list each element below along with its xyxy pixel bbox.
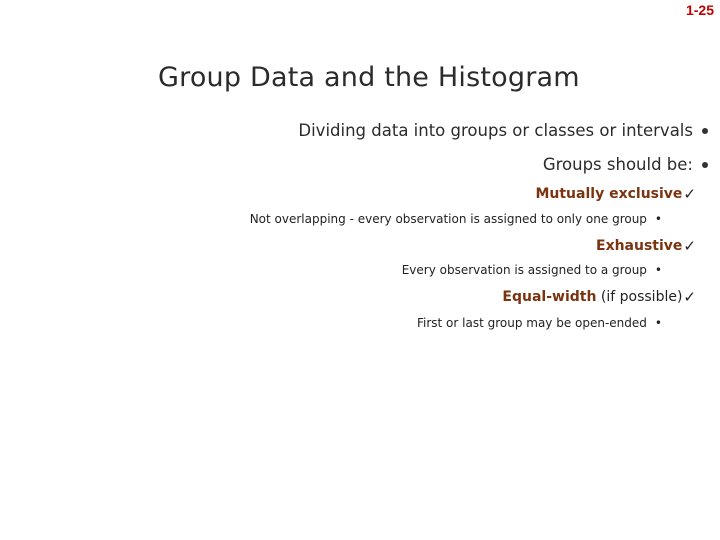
checkmark-icon: ✓: [683, 237, 696, 255]
bullet-dot-icon: [702, 162, 708, 168]
bullet-dividing-data: [298, 121, 708, 140]
bullet-text: Dividing data into groups or classes or intervals: [298, 121, 693, 140]
criterion-exhaustive: [596, 237, 696, 255]
criterion-detail-equal-width: [417, 316, 662, 330]
bullet-dot-icon: •: [654, 212, 662, 226]
criterion-label: Mutually exclusive: [535, 186, 683, 202]
criterion-suffix: (if possible): [596, 289, 683, 305]
slide-number: 1-25: [685, 2, 714, 18]
criterion-label: Equal-width: [502, 289, 597, 305]
criterion-label: Exhaustive: [596, 238, 683, 254]
checkmark-icon: ✓: [683, 185, 696, 203]
bullet-groups-should-be: [543, 155, 708, 174]
criterion-detail-mutually-exclusive: [250, 212, 662, 226]
detail-text: Not overlapping - every observation is assigned to only one group: [249, 212, 647, 226]
detail-text: First or last group may be open-ended: [416, 316, 647, 330]
bullet-dot-icon: [702, 128, 708, 134]
slide-title: Group Data and the Histogram: [158, 62, 580, 93]
checkmark-icon: ✓: [683, 288, 696, 306]
bullet-dot-icon: •: [654, 316, 662, 330]
criterion-detail-exhaustive: [402, 263, 662, 277]
detail-text: Every observation is assigned to a group: [401, 263, 647, 277]
bullet-text: Groups should be:: [542, 155, 693, 174]
criterion-mutually-exclusive: [535, 185, 696, 203]
bullet-dot-icon: •: [654, 263, 662, 277]
criterion-equal-width: [502, 288, 696, 306]
